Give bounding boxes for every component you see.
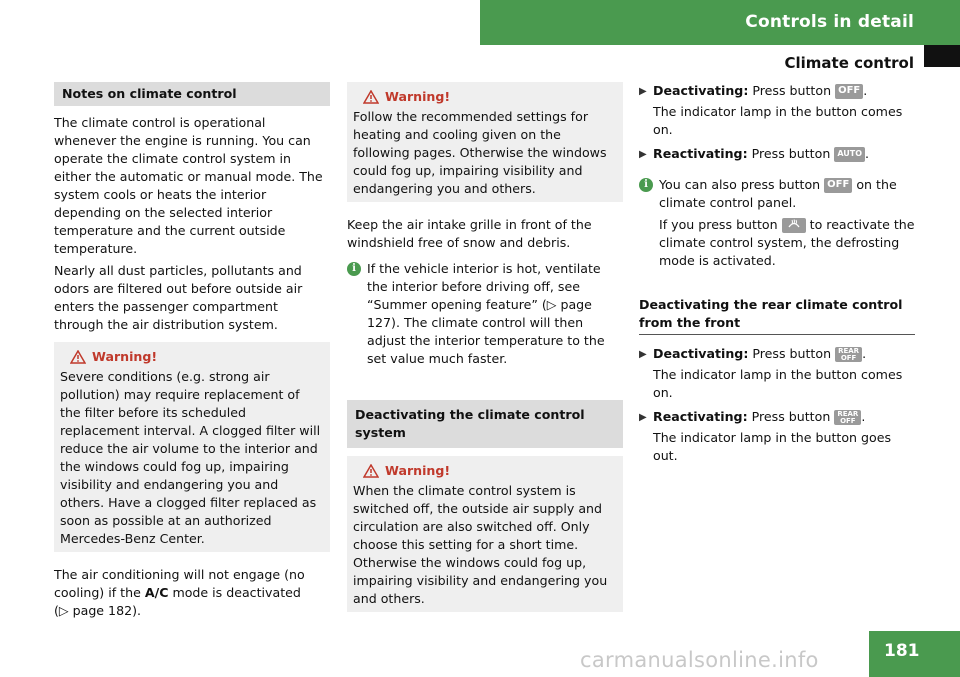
column-3 bbox=[639, 82, 915, 471]
info-text: If the vehicle interior is hot, ventilate the interior before driving off, see “Summer opening feature” (▷ page 127). The climate control will then adjust the interior temperature to the set value much faster. bbox=[367, 261, 605, 366]
text: Press button bbox=[752, 346, 832, 361]
paragraph: The climate control is operational whenever the engine is running. You can operate the climate control system in either the automatic or manual mode. The system cools or heats the interior depending on the selected interior temperature and the current outside temperature. bbox=[54, 115, 323, 256]
warning-triangle-icon bbox=[363, 90, 379, 104]
text: to reactivate the climate control system, the defrosting mode is activated. bbox=[659, 217, 915, 268]
off-button-icon: OFF bbox=[835, 84, 863, 99]
text: You can also press button bbox=[659, 177, 821, 192]
warning-title-text: Warning! bbox=[92, 349, 158, 364]
warning-title bbox=[70, 348, 324, 366]
warning-text: Severe conditions (e.g. strong air pollution) may require replacement of the filter before its scheduled replacement interval. A clogged filter will reduce the air volume to the interior and the windows could fog up, impairing visibility and endangering you and others. Have a clogged filter replaced as soon as possible at an authorized Mercedes-Benz Center. bbox=[60, 369, 321, 546]
paragraph bbox=[659, 176, 915, 212]
button-label: REAR bbox=[837, 410, 859, 418]
step-label: Reactivating: bbox=[653, 409, 748, 424]
mode-label: A/C bbox=[144, 585, 169, 600]
warning-title bbox=[363, 462, 617, 480]
arrow-right-icon: ▶ bbox=[639, 149, 647, 160]
step-note: The indicator lamp in the button comes on. bbox=[653, 104, 903, 137]
text: If you press button bbox=[659, 217, 778, 232]
step-note: The indicator lamp in the button comes on. bbox=[653, 367, 903, 400]
button-label: REAR bbox=[838, 347, 860, 355]
page-reference[interactable]: (▷ page 182). bbox=[54, 603, 142, 618]
subsection-heading: Deactivating the rear climate control from the front bbox=[639, 296, 915, 335]
arrow-right-icon: ▶ bbox=[639, 412, 647, 423]
step-label: Deactivating: bbox=[653, 83, 749, 98]
auto-button-icon: AUTO bbox=[834, 147, 865, 162]
info-note bbox=[639, 176, 915, 274]
watermark: carmanualsonline.info bbox=[580, 648, 819, 672]
info-icon: i bbox=[639, 178, 653, 192]
section-heading: Deactivating the climate control system bbox=[347, 400, 623, 448]
step-item bbox=[639, 145, 915, 164]
info-text bbox=[659, 176, 915, 274]
info-icon: i bbox=[347, 262, 361, 276]
warning-title-text: Warning! bbox=[385, 89, 451, 104]
off-button-icon: OFF bbox=[824, 178, 852, 193]
defrost-icon bbox=[785, 218, 803, 231]
button-sublabel: OFF bbox=[840, 354, 857, 362]
step-item bbox=[639, 345, 915, 364]
step-text: Deactivating: Press button REAR OFF . bbox=[653, 346, 867, 362]
section-heading: Notes on climate control bbox=[54, 82, 330, 106]
rear-off-button-icon bbox=[834, 410, 861, 425]
paragraph: Nearly all dust particles, pollutants and odors are filtered out before outside air enters the passenger compartment through the air distribution system. bbox=[54, 263, 303, 332]
text: on the climate control panel. bbox=[659, 177, 897, 210]
step-text: Reactivating: Press button AUTO . bbox=[653, 146, 870, 161]
warning-triangle-icon bbox=[70, 350, 86, 364]
arrow-right-icon: ▶ bbox=[639, 86, 647, 97]
warning-box bbox=[54, 342, 330, 552]
warning-title bbox=[363, 88, 617, 106]
step-item bbox=[639, 408, 915, 427]
step-label: Reactivating: bbox=[653, 146, 748, 161]
step-text: Reactivating: Press button REAR OFF . bbox=[653, 409, 866, 425]
column-1 bbox=[54, 82, 330, 624]
arrow-right-icon: ▶ bbox=[639, 349, 647, 360]
paragraph bbox=[659, 216, 915, 270]
warning-triangle-icon bbox=[363, 464, 379, 478]
button-sublabel: OFF bbox=[840, 417, 856, 425]
info-note bbox=[347, 260, 623, 368]
text: mode is deactivated bbox=[168, 585, 301, 600]
text: The air conditioning will not engage (no cooling) if the bbox=[54, 567, 305, 600]
section-title: Climate control bbox=[784, 54, 914, 72]
warning-box bbox=[347, 456, 623, 612]
step-item bbox=[639, 82, 915, 101]
warning-title-text: Warning! bbox=[385, 463, 451, 478]
rear-off-button-icon bbox=[835, 347, 862, 362]
warning-text: When the climate control system is switched off, the outside air supply and circulation are also switched off. Only choose this setting for a short time. Otherwise the windows could fog up, impairing visibility and endangering you and others. bbox=[353, 483, 608, 606]
text: Press button bbox=[751, 409, 831, 424]
paragraph bbox=[54, 566, 330, 620]
step-note: The indicator lamp in the button goes out. bbox=[653, 430, 892, 463]
chapter-title: Controls in detail bbox=[745, 12, 914, 32]
defrost-button-icon bbox=[782, 218, 806, 233]
paragraph: Keep the air intake grille in front of the windshield free of snow and debris. bbox=[347, 217, 592, 250]
step-label: Deactivating: bbox=[653, 346, 749, 361]
warning-text: Follow the recommended settings for heating and cooling given on the following pages. Otherwise the windows could fog up, impairing visibility and endangering you and others. bbox=[353, 109, 607, 196]
text: Press button bbox=[751, 146, 831, 161]
column-2 bbox=[347, 82, 623, 626]
text: Press button bbox=[752, 83, 832, 98]
step-text: Deactivating: Press button OFF . bbox=[653, 83, 868, 98]
corner-marker bbox=[924, 45, 960, 67]
page-number: 181 bbox=[884, 641, 920, 661]
warning-box bbox=[347, 82, 623, 202]
